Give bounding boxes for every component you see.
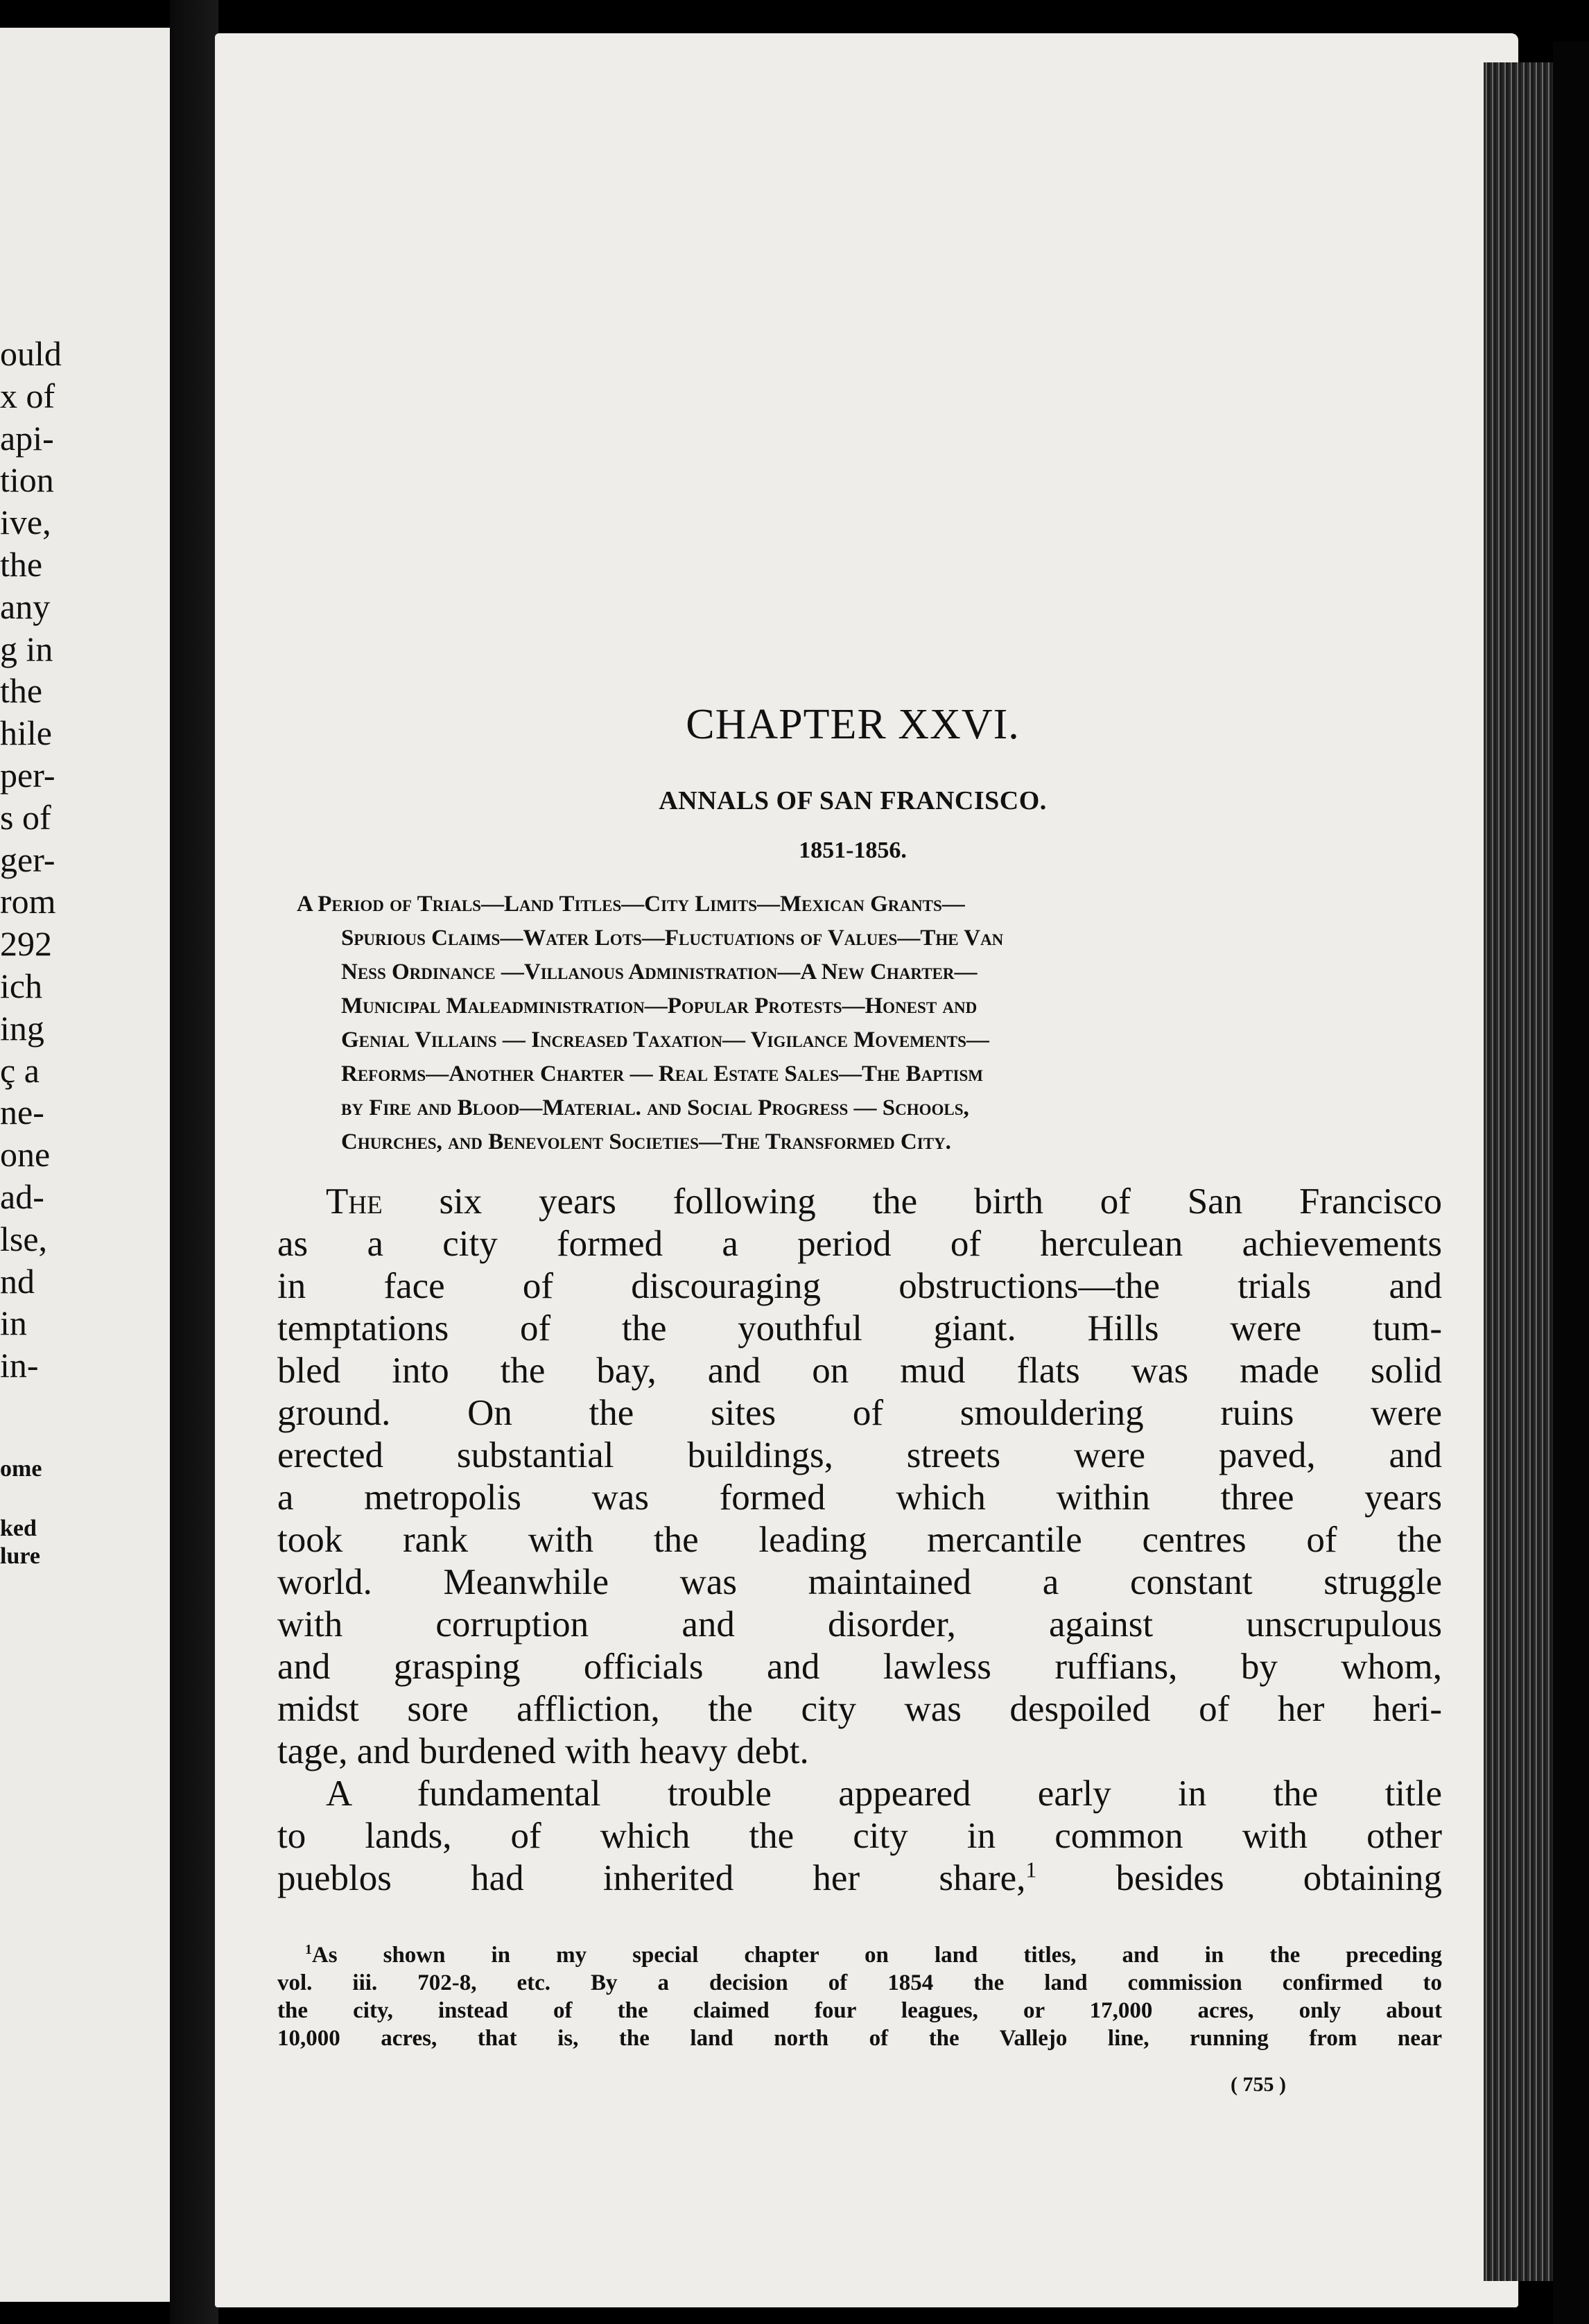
facing-page-fragment	[0, 28, 173, 2302]
body-line-text: pueblos had inherited her share,	[277, 1858, 1026, 1898]
body-line: A fundamental trouble appeared early in the title	[326, 1774, 1442, 1814]
facing-page-fragment-line: s of	[0, 797, 51, 837]
body-line: took rank with the leading mercantile centres of the	[277, 1520, 1442, 1560]
facing-page-footnote-fragment: lure	[0, 1543, 40, 1569]
synopsis-line: Churches, and Benevolent Societies—The Transformed City.	[341, 1129, 951, 1154]
body-text	[277, 1181, 1442, 1900]
footnote-marker: 1	[305, 1942, 312, 1957]
body-line: world. Meanwhile was maintained a constant struggle	[277, 1562, 1442, 1602]
facing-page-fragment-line: per-	[0, 756, 55, 795]
body-line: temptations of the youthful giant. Hills were tum-	[277, 1308, 1442, 1349]
book-cover-edge	[1553, 42, 1589, 2324]
facing-page-fragment-line: g in	[0, 629, 53, 668]
chapter-title: CHAPTER XXVI.	[686, 701, 1020, 748]
facing-page-fragment-line: ich	[0, 966, 43, 1005]
facing-page-fragment-line: the	[0, 671, 43, 711]
footnote-ref: 1	[1025, 1857, 1037, 1882]
page-number: ( 755 )	[1231, 2073, 1286, 2096]
body-line: midst sore affliction, the city was despoiled of her heri-	[277, 1689, 1442, 1729]
body-line-text: six years following the birth of San Francisco	[382, 1181, 1442, 1222]
facing-page-fragment-line: ne-	[0, 1093, 44, 1132]
body-line: a metropolis was formed which within three years	[277, 1477, 1442, 1518]
footnote-line: vol. iii. 702-8, etc. By a decision of 1854 the land commission confirmed to	[277, 1970, 1442, 1995]
facing-page-fragment-line: ive,	[0, 503, 51, 542]
facing-page-footnote-fragment: ome	[0, 1456, 42, 1482]
facing-page-fragment-line: the	[0, 545, 43, 584]
facing-page-fragment-line: ing	[0, 1008, 44, 1048]
body-line: and grasping officials and lawless ruffians, by whom,	[277, 1647, 1442, 1687]
synopsis-line: Municipal Maleadministration—Popular Protests—Honest and	[341, 994, 978, 1018]
page-edges	[1484, 62, 1553, 2281]
facing-page-fragment-line: x of	[0, 376, 55, 415]
body-line: as a city formed a period of herculean achievements	[277, 1224, 1442, 1264]
footnotes	[277, 1941, 1442, 2052]
chapter-subtitle: ANNALS OF SAN FRANCISCO.	[659, 786, 1047, 815]
facing-page-fragment-line: one	[0, 1135, 51, 1174]
body-line: erected substantial buildings, streets were paved, and	[277, 1435, 1442, 1475]
synopsis-line: Genial Villains — Increased Taxation— Vigilance Movements—	[341, 1027, 989, 1052]
facing-page-fragment-line: api-	[0, 418, 54, 458]
facing-page-fragment-line: in	[0, 1303, 27, 1343]
facing-page-footnote-fragment: ked	[0, 1516, 37, 1541]
page-content	[215, 33, 1518, 2307]
facing-page-fragment-line: in-	[0, 1346, 39, 1385]
facing-page-fragment-line: 292	[0, 924, 52, 964]
body-line: ground. On the sites of smouldering ruins were	[277, 1393, 1442, 1433]
first-word: The	[326, 1181, 383, 1222]
facing-page-fragment-line: ç a	[0, 1050, 40, 1090]
body-line	[277, 1181, 1442, 1223]
synopsis-line: Ness Ordinance —Villanous Administration—A New Charter—	[341, 960, 978, 985]
facing-page-fragment-line: tion	[0, 460, 54, 500]
facing-page-fragment-line: ould	[0, 334, 62, 373]
body-line: bled into the bay, and on mud flats was made solid	[277, 1351, 1442, 1391]
synopsis-line: A Period of Trials—Land Titles—City Limits—Mexican Grants—	[297, 892, 965, 917]
facing-page-fragment-line: nd	[0, 1261, 35, 1301]
synopsis-line: by Fire and Blood—Material. and Social Progress — Schools,	[341, 1095, 969, 1120]
footnote-line	[277, 1941, 1442, 1969]
book-page	[215, 33, 1518, 2307]
footnote-text: As shown in my special chapter on land titles, and in the preceding	[311, 1943, 1442, 1968]
footnote-line: the city, instead of the claimed four leagues, or 17,000 acres, only about	[277, 1998, 1442, 2023]
facing-page-fragment-line: ger-	[0, 840, 55, 879]
body-line: to lands, of which the city in common with other	[277, 1816, 1442, 1856]
chapter-synopsis	[297, 887, 1468, 1159]
synopsis-line: Reforms—Another Charter — Real Estate Sales—The Baptism	[341, 1061, 983, 1086]
chapter-years: 1851-1856.	[799, 838, 907, 863]
facing-page-fragment-line: any	[0, 587, 51, 626]
book-gutter	[170, 0, 218, 2324]
facing-page-fragment-line: hile	[0, 713, 52, 753]
facing-page-fragment-line: lse,	[0, 1219, 48, 1258]
facing-page-fragment-line: rom	[0, 882, 56, 921]
body-line: with corruption and disorder, against unscrupulous	[277, 1604, 1442, 1645]
synopsis-line: Spurious Claims—Water Lots—Fluctuations of Values—The Van	[341, 926, 1004, 951]
footnote-line: 10,000 acres, that is, the land north of the Vallejo line, running from near	[277, 2026, 1442, 2051]
body-line-text: besides obtaining	[1115, 1858, 1442, 1898]
body-line: in face of discouraging obstructions—the trials and	[277, 1266, 1442, 1306]
facing-page-fragment-line: ad-	[0, 1177, 44, 1216]
body-line	[277, 1857, 1442, 1900]
body-line: tage, and burdened with heavy debt.	[277, 1731, 809, 1771]
